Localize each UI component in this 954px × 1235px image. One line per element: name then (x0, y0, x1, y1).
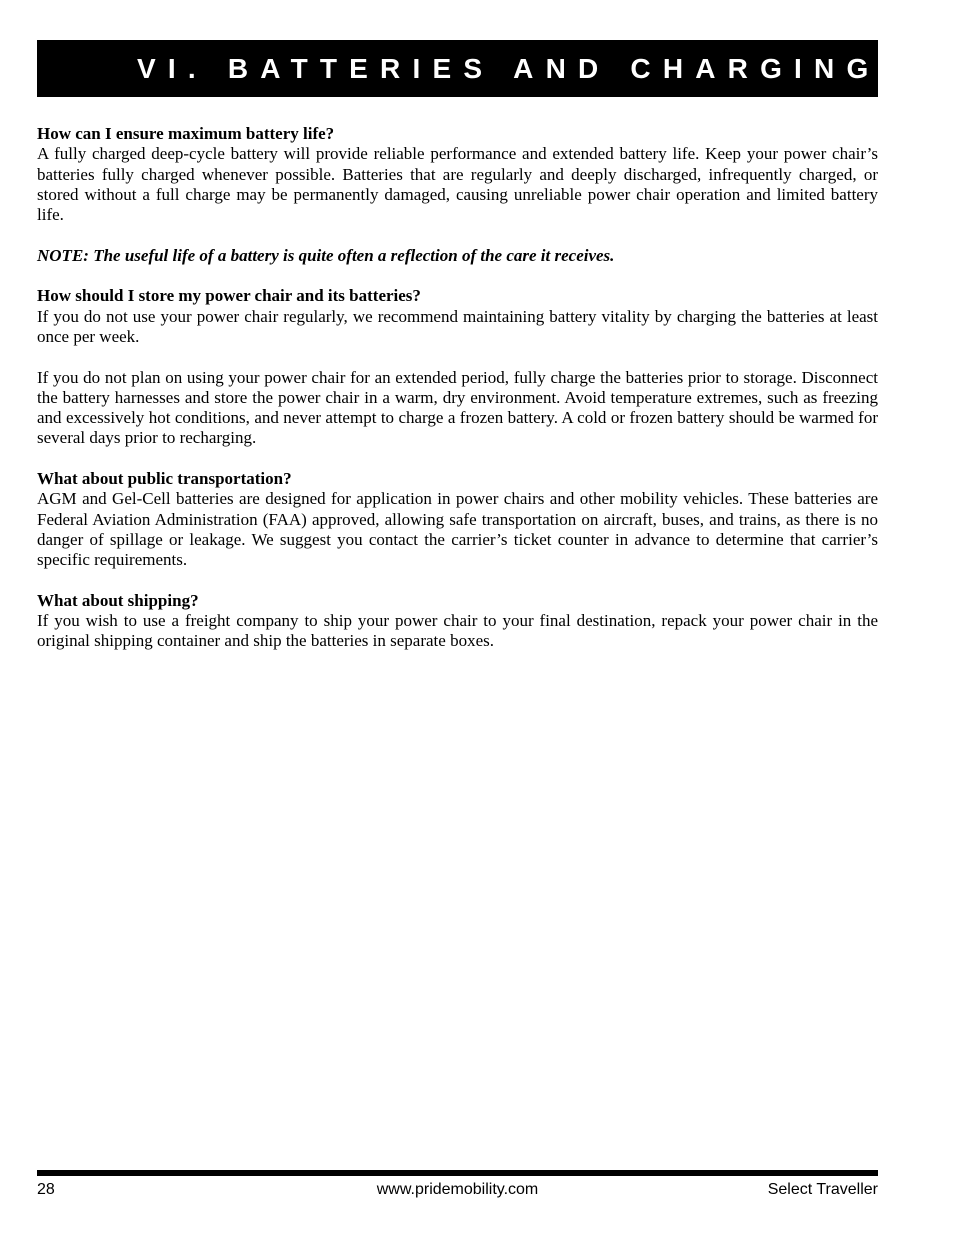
product-name: Select Traveller (767, 1181, 878, 1198)
spacer (37, 225, 878, 245)
answer-max-battery-life: A fully charged deep-cycle battery will provide reliable performance and extended battery life. Keep your power chair’s batteries fully charged whenever possible. Batteries that are regularly and deeply discharged, infrequently charged, or stored without a full charge may be permanently damaged, causing unreliable power chair operation and limited battery life. (37, 144, 878, 225)
spacer (37, 266, 878, 286)
answer-storage-regular: If you do not use your power chair regularly, we recommend maintaining battery vitality by charging the batteries at least once per week. (37, 306, 878, 346)
spacer (37, 449, 878, 469)
footer-divider (37, 1170, 878, 1176)
website-link[interactable]: www.pridemobility.com (376, 1181, 539, 1198)
page-content (37, 124, 878, 652)
battery-care-note: NOTE: The useful life of a battery is quite often a reflection of the care it receives. (37, 245, 615, 265)
answer-shipping: If you wish to use a freight company to ship your power chair to your final destination, repack your power chair in the original shipping container and ship the batteries in separate boxes. (37, 611, 878, 651)
question-max-battery-life: How can I ensure maximum battery life? (37, 124, 335, 143)
answer-public-transportation: AGM and Gel-Cell batteries are designed for application in power chairs and other mobility vehicles. These batteries are Federal Aviation Administration (FAA) approved, allowing safe transportation on aircraft, buses, and trains, as there is no danger of spillage or leakage. We suggest you contact the carrier’s ticket counter in advance to determine that carrier’s specific requirements. (37, 489, 878, 570)
page-footer (37, 1180, 878, 1200)
spacer (37, 347, 878, 367)
question-shipping: What about shipping? (37, 590, 199, 610)
question-public-transportation: What about public transportation? (37, 469, 292, 489)
section-title: VI. BATTERIES AND CHARGING (137, 52, 881, 84)
answer-storage-extended: If you do not plan on using your power chair for an extended period, fully charge the batteries prior to storage. Disconnect the battery harnesses and store the power chair in a warm, dry environment. Avoid temperature extremes, such as freezing and excessively hot conditions, and never attempt to charge a frozen battery. A cold or frozen battery should be warmed for several days prior to recharging. (37, 367, 878, 448)
page-number: 28 (37, 1181, 55, 1198)
question-storage: How should I store my power chair and its batteries? (37, 286, 421, 306)
section-header-bar (37, 40, 881, 97)
spacer (37, 571, 878, 591)
